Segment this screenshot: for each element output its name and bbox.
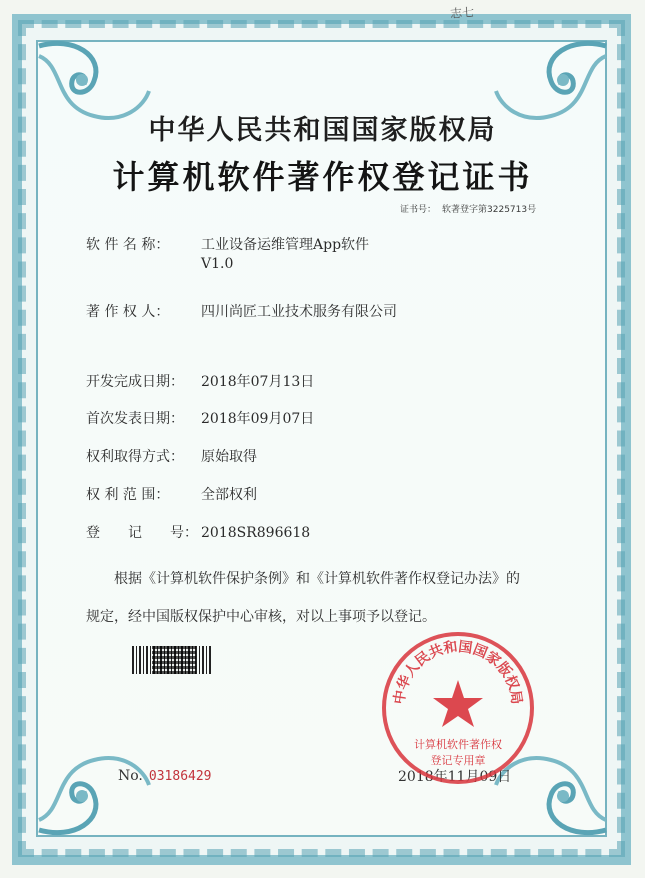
certificate-number [400, 202, 536, 215]
seal-inner-line-1: 计算机软件著作权 [414, 738, 502, 751]
field-label: 权利取得方式： [86, 449, 184, 465]
field-software-name [86, 234, 369, 272]
certificate-number-value: 软著登字第3225713号 [442, 205, 537, 215]
field-value: 全部权利 [201, 487, 257, 503]
issue-date: 2018年11月09日 [398, 769, 512, 785]
barcode-icon [132, 646, 212, 674]
page-title: 计算机软件著作权登记证书 [112, 158, 533, 196]
corner-ornament-bottom-left-icon [34, 740, 154, 840]
serial-number-value: 03186429 [148, 769, 212, 784]
qr-code-icon [152, 646, 196, 674]
official-seal-icon [378, 628, 538, 788]
field-label: 登 记 号： [86, 525, 198, 541]
seal-outer-text: 中华人民共和国国家版权局 [391, 639, 525, 706]
field-version: V1.0 [201, 256, 234, 272]
field-development-date [86, 371, 314, 391]
field-value: 2018年07月13日 [201, 374, 315, 390]
statement-line-1: 根据《计算机软件保护条例》和《计算机软件著作权登记办法》的 [114, 571, 520, 587]
serial-number [118, 768, 212, 784]
field-value: 2018年09月07日 [201, 411, 315, 427]
field-label: 开发完成日期： [86, 374, 184, 390]
field-label: 软 件 名 称： [86, 237, 170, 253]
issuing-authority: 中华人民共和国国家版权局 [148, 115, 497, 146]
field-label: 首次发表日期： [86, 411, 184, 427]
field-value: 2018SR896618 [201, 525, 311, 541]
seal-inner-line-2: 登记专用章 [430, 754, 486, 767]
certificate-number-label: 证书号： [400, 205, 437, 215]
field-first-publication-date [86, 408, 314, 428]
field-copyright-owner [86, 301, 397, 321]
field-label: 权 利 范 围： [86, 487, 170, 503]
handwritten-note: 志七 [449, 5, 475, 21]
field-rights-scope [86, 484, 257, 504]
field-value: 四川尚匠工业技术服务有限公司 [201, 304, 397, 320]
field-label: 著 作 权 人： [86, 304, 170, 320]
field-acquisition-method [86, 446, 257, 466]
field-value: 原始取得 [201, 449, 257, 465]
serial-number-label: No. [118, 768, 143, 784]
field-registration-number [86, 522, 310, 542]
field-value: 工业设备运维管理App软件 [201, 237, 370, 253]
statement-line-2: 规定，经中国版权保护中心审核，对以上事项予以登记。 [86, 609, 436, 625]
